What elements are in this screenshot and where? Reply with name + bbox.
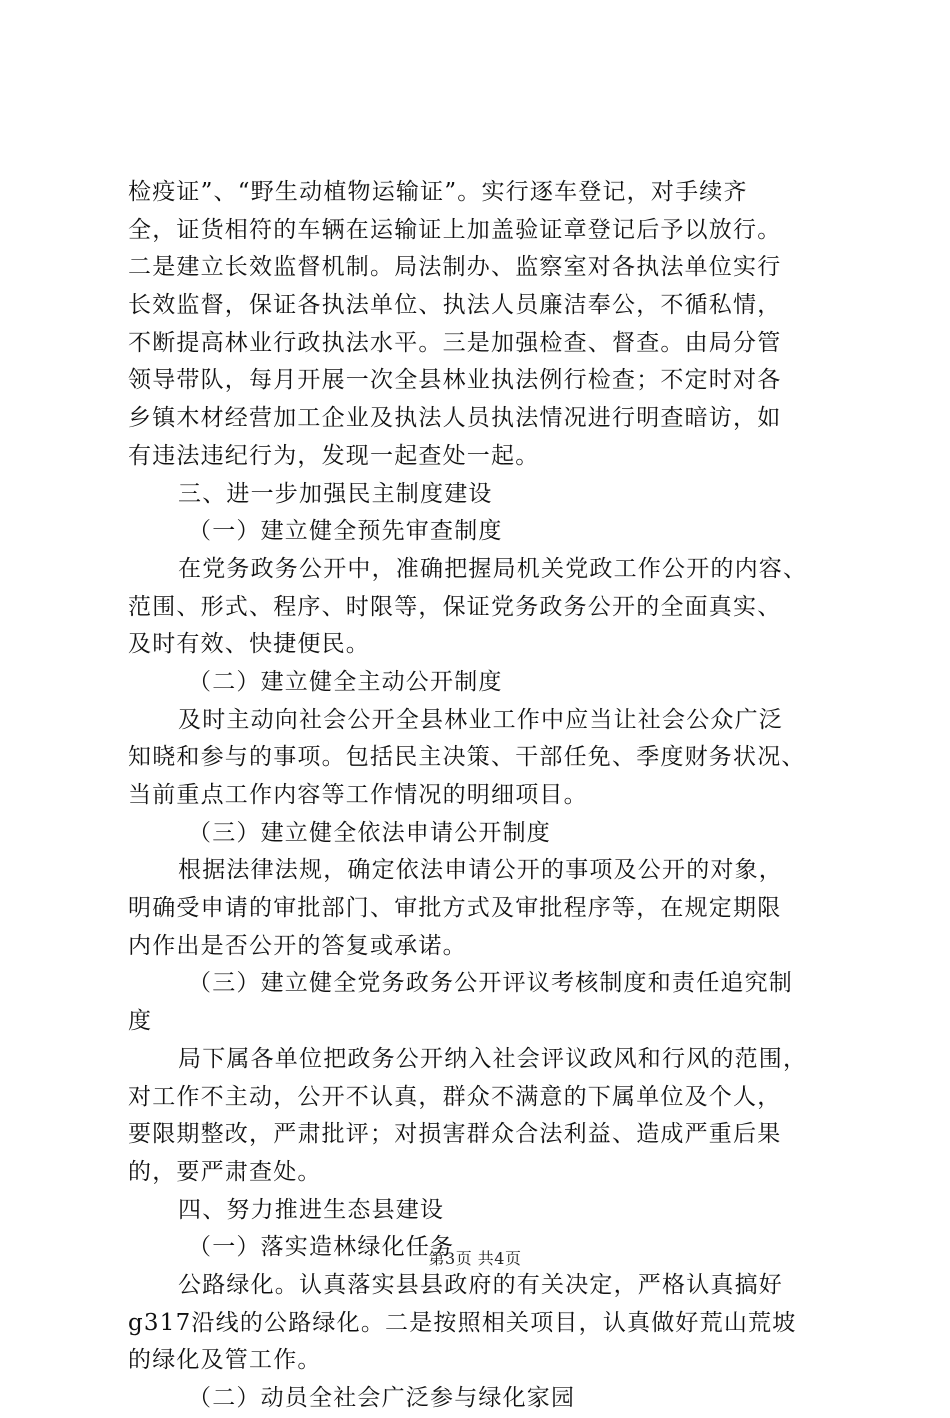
section-heading: 三、进一步加强民主制度建设: [178, 480, 493, 507]
subsection-heading: （三）建立健全依法申请公开制度: [188, 819, 551, 846]
text-line: 当前重点工作内容等工作情况的明细项目。: [128, 782, 588, 808]
text-line: 公路绿化。认真落实县县政府的有关决定，严格认真搞好: [178, 1271, 783, 1298]
text-line: 在党务政务公开中，准确把握局机关党政工作公开的内容、: [178, 555, 808, 582]
text-line: 及时主动向社会公开全县林业工作中应当让社会公众广泛: [178, 706, 783, 733]
subsection-heading: （一）落实造林绿化任务: [188, 1234, 455, 1261]
text-line: 知晓和参与的事项。包括民主决策、干部任免、季度财务状况、: [128, 744, 806, 771]
subsection-heading: （一）建立健全预先审查制度: [188, 518, 503, 545]
text-line: 乡镇木材经营加工企业及执法人员执法情况进行明查暗访，如: [128, 405, 782, 432]
subsection-heading: （三）建立健全党务政务公开评议考核制度和责任追究制: [188, 970, 793, 997]
text-line: 内作出是否公开的答复或承诺。: [128, 932, 467, 959]
text-line: 长效监督，保证各执法单位、执法人员廉洁奉公，不循私情，: [128, 292, 782, 319]
text-line: 全，证货相符的车辆在运输证上加盖验证章登记后予以放行。: [128, 216, 782, 243]
text-line: 有违法违纪行为，发现一起查处一起。: [128, 442, 540, 469]
text-line: 二是建立长效监督机制。局法制办、监察室对各执法单位实行: [128, 254, 782, 281]
text-line: 根据法律法规，确定依法申请公开的事项及公开的对象，: [178, 857, 783, 884]
text-line: 范围、形式、程序、时限等，保证党务政务公开的全面真实、: [128, 593, 782, 620]
text-line: 对工作不主动，公开不认真，群众不满意的下属单位及个人，: [128, 1083, 782, 1110]
subsection-heading: （二）动员全社会广泛参与绿化家园: [188, 1385, 576, 1411]
document-body: [128, 174, 840, 1418]
text-line: g317沿线的公路绿化。二是按照相关项目，认真做好荒山荒坡: [128, 1309, 797, 1336]
subsection-heading: （二）建立健全主动公开制度: [188, 668, 503, 695]
text-line: 领导带队，每月开展一次全县林业执法例行检查；不定时对各: [128, 367, 782, 394]
text-line: 局下属各单位把政务公开纳入社会评议政风和行风的范围，: [178, 1045, 808, 1072]
text-line: 明确受申请的审批部门、审批方式及审批程序等，在规定期限: [128, 895, 782, 922]
text-line: 的绿化及管工作。: [128, 1347, 322, 1374]
text-line: 的，要严肃查处。: [128, 1158, 322, 1185]
text-line: 度: [128, 1008, 153, 1035]
section-heading: 四、努力推进生态县建设: [178, 1196, 445, 1223]
text-line: 不断提高林业行政执法水平。三是加强检查、督查。由局分管: [128, 329, 782, 356]
text-line: 及时有效、快捷便民。: [128, 631, 370, 658]
text-line: 要限期整改，严肃批评；对损害群众合法利益、造成严重后果: [128, 1121, 782, 1148]
text-line: 检疫证”、“野生动植物运输证”。实行逐车登记，对手续齐: [128, 179, 748, 205]
page-number-footer: 第3页 共4页: [428, 1249, 522, 1268]
